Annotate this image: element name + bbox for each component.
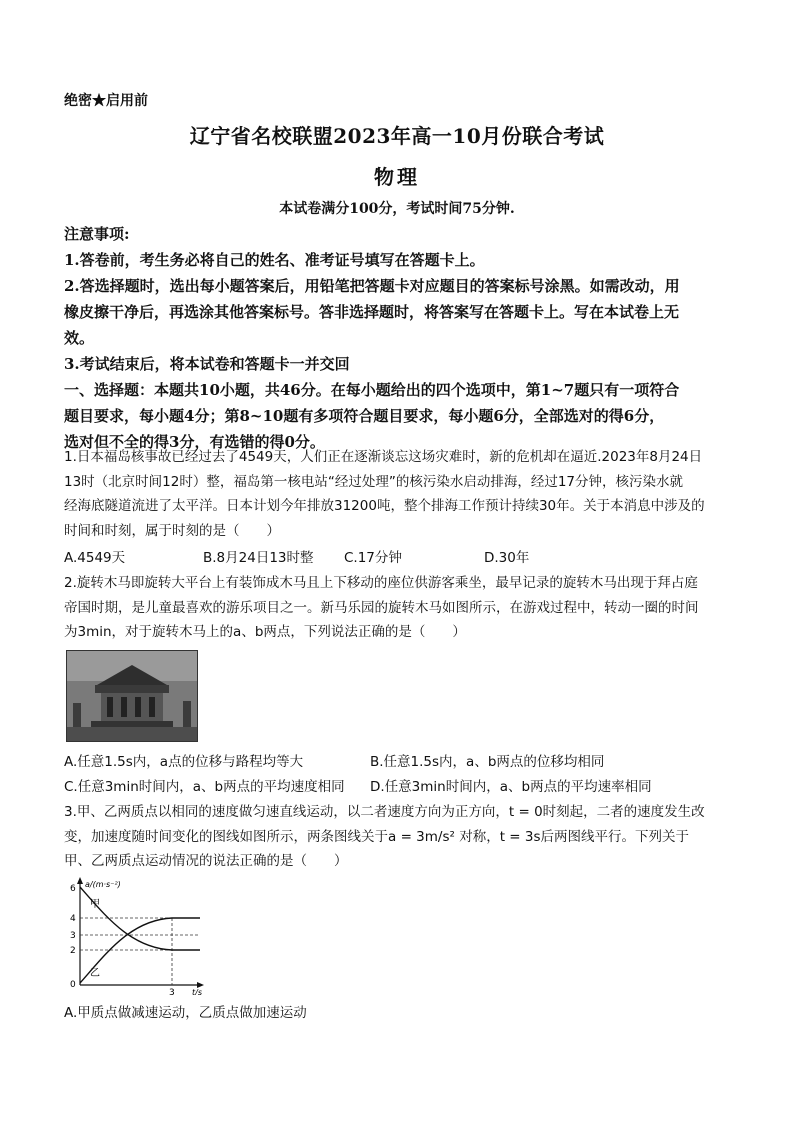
question-1-option-c: C.17分钟 xyxy=(344,550,402,566)
exam-subtitle: 本试卷满分100分，考试时间75分钟. xyxy=(279,201,515,217)
section-1-line-3: 选对但不全的得3分，有选错的得0分。 xyxy=(64,433,325,451)
y-tick-0: 0 xyxy=(70,980,76,990)
y-axis-label: a/(m·s⁻²) xyxy=(85,880,121,889)
question-1-line-2: 13时（北京时间12时）整，福岛第一核电站“经过处理”的核污染水启动排海，经过17分钟，核污染水就 xyxy=(64,473,684,490)
question-2-option-d: D.任意3min时间内，a、b两点的平均速率相同 xyxy=(370,779,652,795)
question-2-option-c: C.任意3min时间内，a、b两点的平均速度相同 xyxy=(64,779,345,795)
section-1-line-2: 题目要求，每小题4分；第8~10题有多项符合题目要求，每小题6分，全部选对的得6分， xyxy=(64,407,665,425)
question-1-line-4: 时间和时刻，属于时刻的是（ ） xyxy=(64,522,280,539)
y-tick-6: 6 xyxy=(70,884,76,894)
question-2-option-b: B.任意1.5s内，a、b两点的位移均相同 xyxy=(370,754,605,770)
question-2 xyxy=(64,571,732,645)
notice-heading: 注意事项: xyxy=(64,225,130,243)
notice-item-2-line-2: 橡皮擦干净后，再选涂其他答案标号。答非选择题时，将答案写在答题卡上。写在本试卷上无 xyxy=(64,303,680,321)
question-1-line-3: 经海底隧道流进了太平洋。日本计划今年排放31200吨，整个排海工作预计持续30年。关于本消息中涉及的 xyxy=(64,498,705,514)
y-tick-3: 3 xyxy=(70,931,76,941)
question-1-option-a: A.4549天 xyxy=(64,550,126,566)
question-2-line-2: 帝国时期，是儿童最喜欢的游乐项目之一。新马乐园的旋转木马如图所示，在游戏过程中，转动一圈的时间 xyxy=(64,599,699,616)
question-1-option-d: D.30年 xyxy=(484,550,530,566)
question-2-options-row-1 xyxy=(64,750,732,774)
question-1 xyxy=(64,445,732,543)
question-3-options xyxy=(64,1001,732,1025)
carousel-photo xyxy=(66,650,198,742)
question-2-line-3: 为3min，对于旋转木马上的a、b两点，下列说法正确的是（ ） xyxy=(64,624,466,640)
notice-item-3: 3.考试结束后，将本试卷和答题卡一并交回 xyxy=(64,355,350,373)
acceleration-time-graph xyxy=(60,875,210,995)
confidential-label: 绝密★启用前 xyxy=(64,93,148,109)
x-axis-label: t/s xyxy=(192,988,202,995)
question-2-options-row-2 xyxy=(64,775,732,799)
question-3-line-1: 3.甲、乙两质点以相同的速度做匀速直线运动，以二者速度方向为正方向，t = 0时刻起，二者的速度发生改 xyxy=(64,804,705,820)
x-tick-3: 3 xyxy=(169,988,175,995)
series-label-jia: 甲 xyxy=(90,899,100,910)
question-3-line-2: 变，加速度随时间变化的图线如图所示，两条图线关于a = 3m/s² 对称，t = 3s后两图线平行。下列关于 xyxy=(64,828,690,845)
notice-item-1: 1.答卷前，考生务必将自己的姓名、准考证号填写在答题卡上。 xyxy=(64,251,485,269)
question-2-line-1: 2.旋转木马即旋转大平台上有装饰成木马且上下移动的座位供游客乘坐，最早记录的旋转木马出现于拜占庭 xyxy=(64,575,698,591)
section-1-line-1: 一、选择题：本题共10小题，共46分。在每小题给出的四个选项中，第1~7题只有一项符合 xyxy=(64,381,680,399)
question-3-line-3: 甲、乙两质点运动情况的说法正确的是（ ） xyxy=(64,853,348,869)
y-tick-2: 2 xyxy=(70,946,76,956)
y-axis-arrow xyxy=(77,877,83,884)
question-1-options xyxy=(64,546,732,570)
series-label-yi: 乙 xyxy=(90,968,100,979)
question-2-option-a: A.任意1.5s内，a点的位移与路程均等大 xyxy=(64,754,304,770)
notice-item-2-line-3: 效。 xyxy=(64,329,95,347)
exam-title: 辽宁省名校联盟2023年高一10月份联合考试 xyxy=(189,124,605,148)
subject-title: 物理 xyxy=(374,165,420,189)
question-1-line-1: 1.日本福岛核事故已经过去了4549天，人们正在逐渐谈忘这场灾难时，新的危机却在逼近.2023年8月24日 xyxy=(64,449,703,465)
question-3 xyxy=(64,800,732,874)
notice-block xyxy=(64,221,732,455)
y-tick-4: 4 xyxy=(70,914,76,924)
notice-item-2-line-1: 2.答选择题时，选出每小题答案后，用铅笔把答题卡对应题目的答案标号涂黑。如需改动，用 xyxy=(64,277,680,295)
question-1-option-b: B.8月24日13时整 xyxy=(203,550,314,566)
question-3-option-a: A.甲质点做减速运动，乙质点做加速运动 xyxy=(64,1005,307,1021)
